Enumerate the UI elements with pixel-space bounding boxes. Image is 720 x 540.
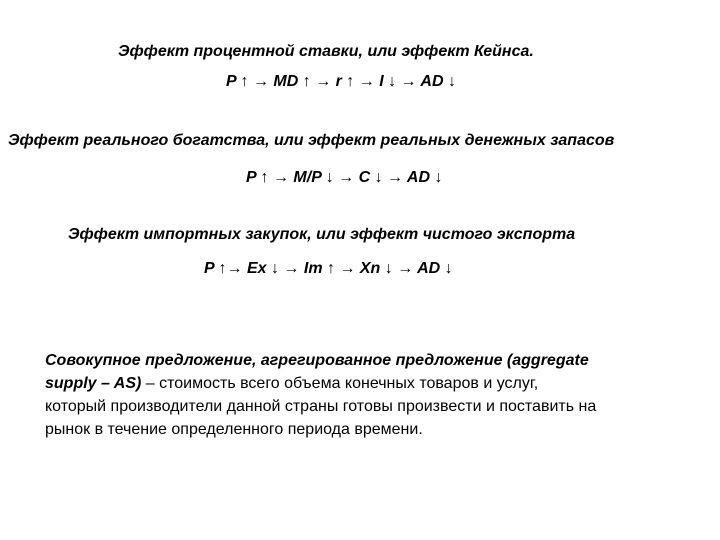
definition-line-4: рынок в течение определенного периода времени. [45, 421, 423, 438]
definition-line-2 [45, 372, 685, 395]
definition-line-1: Совокупное предложение, агрегированное предложение (aggregate [45, 352, 589, 369]
formula-import-effect: P ↑→ Ex ↓ → Im ↑ → Xn ↓ → AD ↓ [204, 260, 453, 277]
formula-keynes-effect: P ↑ → MD ↑ → r ↑ → I ↓ → AD ↓ [226, 73, 456, 90]
definition-line-2-text: – стоимость всего объема конечных товаров и услуг, [141, 375, 539, 392]
definition-line-3: который производители данной страны готовы произвести и поставить на [45, 398, 597, 415]
aggregate-supply-definition [45, 349, 685, 441]
definition-term-as: supply – AS) [45, 375, 142, 392]
heading-import-effect: Эффект импортных закупок, или эффект чистого экспорта [68, 226, 576, 243]
heading-keynes-effect: Эффект процентной ставки, или эффект Кейнса. [118, 43, 534, 60]
heading-wealth-effect: Эффект реального богатства, или эффект реальных денежных запасов [8, 132, 615, 149]
formula-wealth-effect: P ↑ → M/P ↓ → C ↓ → AD ↓ [246, 169, 443, 186]
